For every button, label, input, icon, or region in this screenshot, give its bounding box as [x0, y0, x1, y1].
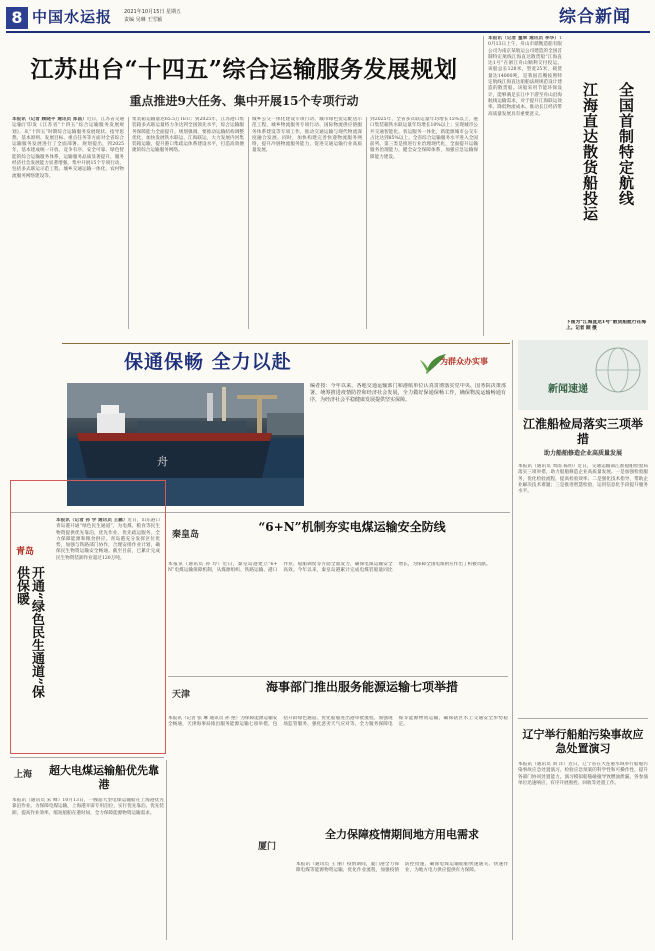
svg-text:舟: 舟: [157, 455, 168, 468]
city-tag-shanghai: 上海: [14, 770, 33, 780]
main-article-col-3: 城乡公交一体化建设专项行动、城市绿色货运配送示范工程、城乡物流服务专项行动、国际物流供应链服务体系建设等专项工作，推动交通运输与现代物流深度融合发展。同时，加快构建完善快递物流服务网络，提升冷链物流服务能力，促进交通运输行业高质量发展。: [252, 117, 362, 154]
section-rule: [518, 718, 648, 719]
section-title: 综合新闻: [559, 7, 631, 27]
header-rule: [6, 31, 650, 33]
news-brief-graphic: [518, 340, 648, 410]
qingdao-headline: 开通“绿色民生通道”保供保暖: [14, 566, 44, 698]
main-byline: 本报讯（记者 顾晓平 通讯员 郑昌）: [12, 117, 87, 122]
jiangsu-ship-body: 本报讯（通讯员 周雨 陈明）近日，交通运输部江淮船舶检验局落实三项举措，助力船舶修造企业高质量发展。一是加强检验服务，优化检验流程，提高检验效率；二是强化技术指导，帮助企业解决技术难题；三是推进智慧检验，运用信息化手段提升服务水平。: [518, 464, 648, 495]
tianjin-body: 本报讯（记者 张 琳 通讯员 孙 艳）为保障能源运输安全畅通，天津海事局推出服务能源运输七项举措，包括开辟绿色通道、优化船舶进出港审批流程、加强现场监管服务、强化恶劣天气应对等，全力服务保障电煤等能源物资运输，确保辖区水上交通安全形势稳定。: [168, 716, 508, 728]
xiamen-headline: 全力保障疫情期间地方用电需求: [325, 828, 479, 841]
main-article-col-1: 本报讯（记者 顾晓平 通讯员 郑昌）近日，江苏省交通运输厅印发《江苏省“十四五”综合运输服务发展规划》，从“十四五”时期综合运输服务发展现状、指导思想、基本原则、发展目标、重点任务等方面对全省综合运输服务发展进行了全面部署。规划提出，到2025年，基本建成统一开放、竞争有序、安全可靠、绿色智能的综合运输服务体系，运输服务品质显著提升，服务经济社会发展能力显著增强。集中开展15个专项行动，包括多式联运示范工程、城乡交通运输一体化、农村物流服务网络建设等。: [12, 117, 124, 179]
main-subheadline: 重点推进9大任务、集中开展15个专项行动: [129, 94, 359, 108]
badge-text: 为群众办实事: [440, 356, 488, 366]
main-headline: 江苏出台“十四五”综合运输服务发展规划: [30, 56, 458, 83]
qinhuangdao-headline: “6+N”机制夯实电煤运输安全防线: [258, 520, 446, 534]
shanghai-headline: 超大电煤运输船优先靠港: [49, 764, 159, 791]
city-tag-xiamen: 厦门: [258, 842, 277, 852]
liaoning-body: 本报讯（通讯员 刘 洋）近日，辽宁省在大连港水域举行船舶污染事故应急处置演习，检验应急预案的科学性和可操作性，提升各部门协同处置能力。演习模拟船舶碰撞导致燃油泄漏，各参演单位迅速响应，有序开展围控、回收等处置工作。: [518, 762, 648, 786]
banner-badge: [418, 348, 490, 378]
right-headline-col-1: 全国首制特定航线: [617, 82, 635, 206]
tianjin-headline: 海事部门推出服务能源运输七项举措: [265, 680, 458, 694]
editors-line: 责编 吴琳 王雪颖: [124, 17, 163, 23]
qingdao-byline: 本报讯（记者 孙 学 通讯员 王鹏）: [56, 518, 128, 523]
page-number: 8: [6, 7, 28, 29]
section-rule: [168, 676, 508, 677]
section-rule: [10, 757, 164, 758]
city-tag-qingdao: 青岛: [16, 547, 35, 557]
tianjin-body-cont: [170, 806, 270, 938]
shanghai-body: 本报讯（通讯员 宋 峰）10月13日，一艘超大型电煤运输船在上海港优先靠泊作业。为保障电煤运输，上海港开辟专用泊位，实行优先靠泊、优先装卸，提高作业效率，缩短船舶在港时间，全力保障能源物资运输需求。: [12, 798, 164, 816]
city-tag-qinhuangdao: 秦皇岛: [172, 530, 200, 540]
right-article-body-cont: [566, 236, 646, 272]
column-rule: [166, 760, 167, 940]
city-tag-tianjin: 天津: [172, 690, 191, 700]
right-headline-col-2: 江海直达散货船投运: [581, 82, 599, 222]
right-byline: 本报讯（记者 董翠 通讯员 李华）: [488, 36, 560, 41]
xiamen-body: 本报讯（通讯员 王 丽）疫情期间，厦门港全力保障电煤等能源物资运输，优化作业流程，加强疫情防控措施，确保电煤运输船舶快速通关、快速作业，为地方电力供应提供有力保障。: [296, 862, 508, 874]
photo-caption: 下图为“江海直达1号”散货船航行在海上。记者 顾 摄: [566, 320, 646, 332]
liaoning-headline: 辽宁举行船舶污染事故应急处置演习: [522, 728, 644, 755]
newspaper-name: 中国水运报: [32, 8, 113, 26]
right-article-body: 本报讯（记者 董翠 通讯员 李华）10月13日上午，舟山市鼎衡造船有限公司为南京某航运公司建造的全国首制特定航线江海直达散货船“江海直达1号”在浙江舟山顺利交付投运。该船总长128米，型宽25米，载货量达14000吨，是我国首艘按照特定航线江海直达船舶法规规范设计建造的散货船。该船采用节能环保设计，能够满足长江中下游至舟山沿海航线运输需求，对于提升江海联运效率、降低物流成本、推动长江经济带高质量发展具有重要意义。: [488, 36, 562, 117]
jiangsu-ship-subheadline: 助力船舶修造企业高质量发展: [543, 450, 622, 457]
jiangsu-ship-headline: 江淮船检局落实三项举措: [522, 417, 643, 446]
qingdao-body: 本报讯（记者 孙 学 通讯员 王鹏）近日，山东港口青岛港开通“绿色民生通道”，为电煤、粮食等民生物资提供优先靠泊、优先作业、优先疏运服务，全力保障能源和粮食供应。青岛港充分发挥区位优势，加强与铁路部门协作，合理安排作业计划，确保民生物资运输安全畅通。截至目前，已累计完成民生物资装卸作业超过120万吨。: [56, 518, 160, 561]
editor-note: 编者按：今年以来，各地交通运输部门和港航单位认真贯彻落实党中央、国务院决策部署，统筹推进疫情防控和经济社会发展，全力做好保通保畅工作，确保物流运输畅通有序，为经济社会平稳健康发展提供坚实保障。: [310, 383, 506, 404]
column-rule: [483, 36, 484, 336]
column-rule: [248, 117, 249, 329]
column-rule: [128, 117, 129, 329]
news-brief-tag: 新闻速递: [548, 384, 588, 395]
main-article-col-2: 集装箱运输量达65.5万TEU；到2025年，江苏港口集装箱多式联运量将力争达到全国领先水平，综合运输服务保障能力全面提升。规划强调，要推动运输结构调整优化，加快发展铁水联运、江海联运，大力发展内河集装箱运输，提升港口集疏运体系建设水平，打造高效便捷的综合运输服务网络。: [132, 117, 244, 154]
globe-icon: [518, 340, 648, 410]
column-rule: [512, 340, 513, 940]
column-rule: [366, 117, 367, 329]
banner-title: 保通保畅 全力以赴: [124, 351, 292, 373]
issue-date: 2021年10月15日 星期五: [124, 9, 182, 15]
qinhuangdao-body: 本报讯（通讯员 孙 玲）近日，秦皇岛港建立“6+N”电煤运输保障机制，从煤源组织、铁路运输、港口作业、船舶调度等方面全面发力，确保电煤运输安全高效。今年以来，秦皇岛港累计完成电煤装船量同比增长，为保障全国电煤供应作出了积极贡献。: [168, 562, 491, 574]
main-article-col-4: 到2025年，全省多式联运量年均增长15%以上，港口集装箱铁水联运量年均增长10%以上；实现城市公共交通智能化、客运服务一体化，新能源城市公交车占比达到85%以上。全省综合运输服务水平进入全国前列。第三类是推进行业治理现代化，全面提升运输服务治理能力，健全安全保障体系，加强应急运输保障能力建设。: [370, 117, 478, 160]
